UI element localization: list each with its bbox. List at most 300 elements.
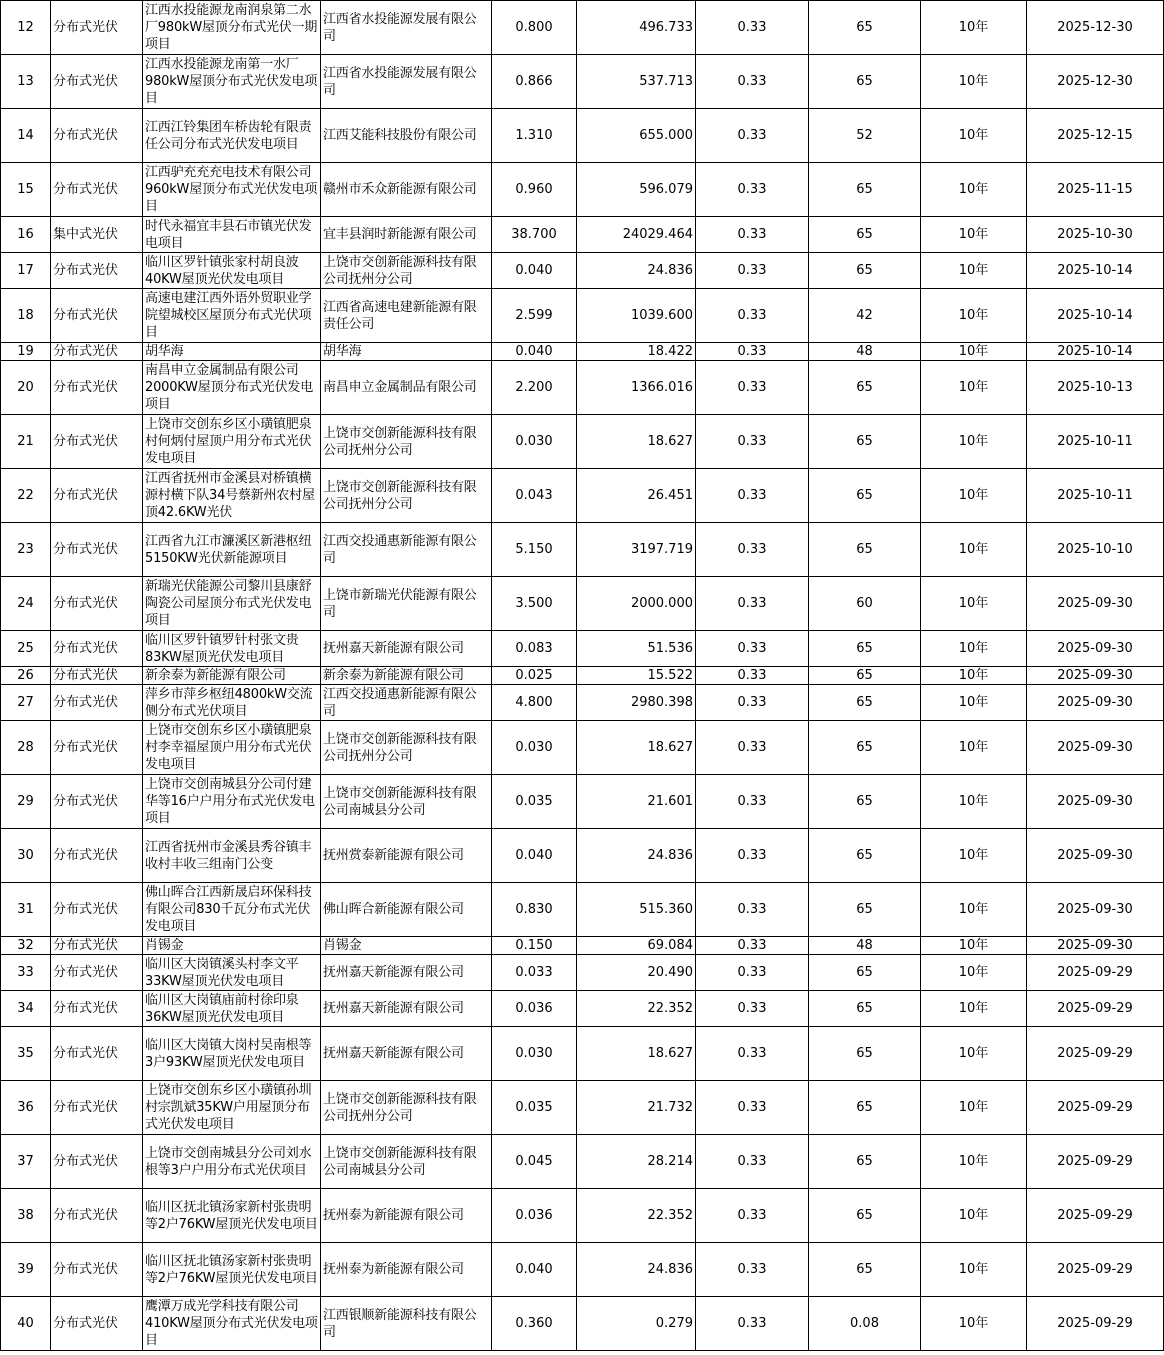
energy-value: 3197.719: [577, 523, 696, 577]
company-name: 抚州嘉天新能源有限公司: [321, 991, 492, 1027]
row-number: 36: [1, 1081, 51, 1135]
price-value: 0.33: [696, 883, 809, 937]
price-value: 0.33: [696, 955, 809, 991]
price-value: 0.33: [696, 469, 809, 523]
company-name: 上饶市交创新能源科技有限公司南城县分公司: [321, 775, 492, 829]
table-row: [1, 937, 1164, 955]
term-value: 10年: [921, 1189, 1027, 1243]
project-type: 分布式光伏: [51, 343, 143, 361]
project-name: 江西水投能源龙南第一水厂980kW屋顶分布式光伏发电项目: [143, 55, 321, 109]
price-value: 0.33: [696, 685, 809, 721]
project-name: 江西驴充充充电技术有限公司960kW屋顶分布式光伏发电项目: [143, 163, 321, 217]
capacity-value: 0.150: [492, 937, 577, 955]
row-number: 40: [1, 1297, 51, 1351]
date-value: 2025-09-29: [1027, 1027, 1164, 1081]
company-name: 江西省高速电建新能源有限责任公司: [321, 289, 492, 343]
hours-value: 48: [809, 343, 921, 361]
price-value: 0.33: [696, 1189, 809, 1243]
energy-value: 51.536: [577, 631, 696, 667]
company-name: 胡华海: [321, 343, 492, 361]
row-number: 24: [1, 577, 51, 631]
project-type: 分布式光伏: [51, 253, 143, 289]
table-body: [1, 1, 1164, 1351]
project-type: 分布式光伏: [51, 163, 143, 217]
date-value: 2025-10-14: [1027, 343, 1164, 361]
table-row: [1, 1027, 1164, 1081]
table-row: [1, 469, 1164, 523]
energy-value: 655.000: [577, 109, 696, 163]
row-number: 17: [1, 253, 51, 289]
date-value: 2025-10-14: [1027, 253, 1164, 289]
project-type: 分布式光伏: [51, 721, 143, 775]
date-value: 2025-09-30: [1027, 883, 1164, 937]
row-number: 33: [1, 955, 51, 991]
energy-value: 1366.016: [577, 361, 696, 415]
project-name: 临川区大岗镇溪头村李文平33KW屋顶光伏发电项目: [143, 955, 321, 991]
table-row: [1, 1243, 1164, 1297]
company-name: 上饶市交创新能源科技有限公司抚州分公司: [321, 721, 492, 775]
energy-value: 2000.000: [577, 577, 696, 631]
term-value: 10年: [921, 775, 1027, 829]
hours-value: 52: [809, 109, 921, 163]
project-type: 分布式光伏: [51, 361, 143, 415]
capacity-value: 38.700: [492, 217, 577, 253]
energy-value: 18.627: [577, 415, 696, 469]
company-name: 抚州泰为新能源有限公司: [321, 1189, 492, 1243]
table-row: [1, 1135, 1164, 1189]
hours-value: 65: [809, 721, 921, 775]
hours-value: 65: [809, 1081, 921, 1135]
term-value: 10年: [921, 361, 1027, 415]
capacity-value: 0.036: [492, 991, 577, 1027]
row-number: 15: [1, 163, 51, 217]
date-value: 2025-12-30: [1027, 1, 1164, 55]
table-row: [1, 829, 1164, 883]
term-value: 10年: [921, 667, 1027, 685]
hours-value: 65: [809, 163, 921, 217]
date-value: 2025-09-29: [1027, 991, 1164, 1027]
energy-value: 21.732: [577, 1081, 696, 1135]
term-value: 10年: [921, 937, 1027, 955]
price-value: 0.33: [696, 163, 809, 217]
company-name: 江西艾能科技股份有限公司: [321, 109, 492, 163]
project-name: 南昌申立金属制品有限公司2000KW屋顶分布式光伏发电项目: [143, 361, 321, 415]
capacity-value: 0.040: [492, 253, 577, 289]
project-type: 分布式光伏: [51, 829, 143, 883]
project-name: 新余泰为新能源有限公司: [143, 667, 321, 685]
table-row: [1, 163, 1164, 217]
project-type: 分布式光伏: [51, 289, 143, 343]
row-number: 29: [1, 775, 51, 829]
project-type: 集中式光伏: [51, 217, 143, 253]
company-name: 抚州嘉天新能源有限公司: [321, 631, 492, 667]
term-value: 10年: [921, 1081, 1027, 1135]
project-name: 上饶市交创东乡区小璜镇孙圳村宗凯斌35KW户用屋顶分布式光伏发电项目: [143, 1081, 321, 1135]
term-value: 10年: [921, 577, 1027, 631]
company-name: 江西交投通惠新能源有限公司: [321, 685, 492, 721]
row-number: 26: [1, 667, 51, 685]
hours-value: 65: [809, 685, 921, 721]
row-number: 22: [1, 469, 51, 523]
company-name: 佛山晖合新能源有限公司: [321, 883, 492, 937]
term-value: 10年: [921, 469, 1027, 523]
price-value: 0.33: [696, 1027, 809, 1081]
project-type: 分布式光伏: [51, 1081, 143, 1135]
capacity-value: 4.800: [492, 685, 577, 721]
row-number: 14: [1, 109, 51, 163]
date-value: 2025-09-29: [1027, 1081, 1164, 1135]
company-name: 抚州泰为新能源有限公司: [321, 1243, 492, 1297]
project-type: 分布式光伏: [51, 1027, 143, 1081]
table-row: [1, 289, 1164, 343]
company-name: 上饶市新瑞光伏能源有限公司: [321, 577, 492, 631]
project-name: 鹰潭万成光学科技有限公司410KW屋顶分布式光伏发电项目: [143, 1297, 321, 1351]
row-number: 37: [1, 1135, 51, 1189]
energy-value: 18.422: [577, 343, 696, 361]
project-name: 上饶市交创南城县分公司付建华等16户户用分布式光伏发电项目: [143, 775, 321, 829]
table-row: [1, 343, 1164, 361]
date-value: 2025-10-11: [1027, 469, 1164, 523]
table-row: [1, 217, 1164, 253]
project-name: 临川区罗针镇张家村胡良波40KW屋顶光伏发电项目: [143, 253, 321, 289]
project-type: 分布式光伏: [51, 1243, 143, 1297]
row-number: 35: [1, 1027, 51, 1081]
project-type: 分布式光伏: [51, 955, 143, 991]
term-value: 10年: [921, 685, 1027, 721]
price-value: 0.33: [696, 1243, 809, 1297]
project-name: 时代永福宜丰县石市镇光伏发电项目: [143, 217, 321, 253]
project-name: 江西省抚州市金溪县秀谷镇丰收村丰收三组南门公变: [143, 829, 321, 883]
energy-value: 28.214: [577, 1135, 696, 1189]
date-value: 2025-09-30: [1027, 721, 1164, 775]
project-name: 江西水投能源龙南润泉第二水厂980kW屋顶分布式光伏一期项目: [143, 1, 321, 55]
capacity-value: 0.866: [492, 55, 577, 109]
hours-value: 65: [809, 667, 921, 685]
price-value: 0.33: [696, 775, 809, 829]
energy-value: 24029.464: [577, 217, 696, 253]
capacity-value: 3.500: [492, 577, 577, 631]
capacity-value: 0.040: [492, 343, 577, 361]
project-name: 高速电建江西外语外贸职业学院望城校区屋顶分布式光伏项目: [143, 289, 321, 343]
row-number: 25: [1, 631, 51, 667]
project-type: 分布式光伏: [51, 469, 143, 523]
project-type: 分布式光伏: [51, 775, 143, 829]
capacity-value: 0.960: [492, 163, 577, 217]
project-type: 分布式光伏: [51, 883, 143, 937]
row-number: 38: [1, 1189, 51, 1243]
capacity-value: 0.030: [492, 415, 577, 469]
energy-value: 22.352: [577, 1189, 696, 1243]
price-value: 0.33: [696, 415, 809, 469]
project-type: 分布式光伏: [51, 667, 143, 685]
capacity-value: 0.360: [492, 1297, 577, 1351]
company-name: 江西银顺新能源科技有限公司: [321, 1297, 492, 1351]
row-number: 39: [1, 1243, 51, 1297]
capacity-value: 0.043: [492, 469, 577, 523]
term-value: 10年: [921, 217, 1027, 253]
hours-value: 65: [809, 829, 921, 883]
project-name: 临川区抚北镇汤家新村张贵明等2户76KW屋顶光伏发电项目: [143, 1189, 321, 1243]
project-name: 胡华海: [143, 343, 321, 361]
energy-value: 496.733: [577, 1, 696, 55]
hours-value: 48: [809, 937, 921, 955]
company-name: 肖锡金: [321, 937, 492, 955]
table-row: [1, 631, 1164, 667]
term-value: 10年: [921, 991, 1027, 1027]
energy-value: 24.836: [577, 829, 696, 883]
hours-value: 65: [809, 415, 921, 469]
hours-value: 65: [809, 955, 921, 991]
row-number: 28: [1, 721, 51, 775]
project-type: 分布式光伏: [51, 1135, 143, 1189]
hours-value: 65: [809, 631, 921, 667]
hours-value: 65: [809, 1, 921, 55]
date-value: 2025-09-29: [1027, 1135, 1164, 1189]
project-name: 萍乡市萍乡枢纽4800kW交流侧分布式光伏项目: [143, 685, 321, 721]
project-name: 上饶市交创南城县分公司刘水根等3户户用分布式光伏项目: [143, 1135, 321, 1189]
price-value: 0.33: [696, 253, 809, 289]
hours-value: 65: [809, 1135, 921, 1189]
term-value: 10年: [921, 883, 1027, 937]
term-value: 10年: [921, 523, 1027, 577]
term-value: 10年: [921, 955, 1027, 991]
price-value: 0.33: [696, 361, 809, 415]
table-row: [1, 991, 1164, 1027]
table-row: [1, 415, 1164, 469]
project-type: 分布式光伏: [51, 991, 143, 1027]
hours-value: 42: [809, 289, 921, 343]
hours-value: 65: [809, 775, 921, 829]
table-row: [1, 523, 1164, 577]
date-value: 2025-09-29: [1027, 955, 1164, 991]
hours-value: 65: [809, 523, 921, 577]
price-value: 0.33: [696, 343, 809, 361]
table-row: [1, 109, 1164, 163]
term-value: 10年: [921, 1297, 1027, 1351]
capacity-value: 0.035: [492, 775, 577, 829]
energy-value: 18.627: [577, 1027, 696, 1081]
term-value: 10年: [921, 829, 1027, 883]
price-value: 0.33: [696, 1, 809, 55]
date-value: 2025-09-29: [1027, 1189, 1164, 1243]
table-row: [1, 361, 1164, 415]
date-value: 2025-09-29: [1027, 1243, 1164, 1297]
project-name: 江西省九江市濂溪区新港枢纽5150KW光伏新能源项目: [143, 523, 321, 577]
price-value: 0.33: [696, 289, 809, 343]
price-value: 0.33: [696, 1297, 809, 1351]
table-row: [1, 685, 1164, 721]
company-name: 上饶市交创新能源科技有限公司抚州分公司: [321, 1081, 492, 1135]
company-name: 江西省水投能源发展有限公司: [321, 1, 492, 55]
company-name: 南昌申立金属制品有限公司: [321, 361, 492, 415]
project-type: 分布式光伏: [51, 415, 143, 469]
row-number: 18: [1, 289, 51, 343]
hours-value: 65: [809, 55, 921, 109]
company-name: 上饶市交创新能源科技有限公司抚州分公司: [321, 253, 492, 289]
company-name: 宜丰县润时新能源有限公司: [321, 217, 492, 253]
hours-value: 60: [809, 577, 921, 631]
date-value: 2025-10-14: [1027, 289, 1164, 343]
term-value: 10年: [921, 631, 1027, 667]
date-value: 2025-09-30: [1027, 631, 1164, 667]
hours-value: 65: [809, 1243, 921, 1297]
project-type: 分布式光伏: [51, 937, 143, 955]
term-value: 10年: [921, 109, 1027, 163]
project-type: 分布式光伏: [51, 55, 143, 109]
capacity-value: 0.030: [492, 721, 577, 775]
price-value: 0.33: [696, 1081, 809, 1135]
hours-value: 65: [809, 1027, 921, 1081]
company-name: 上饶市交创新能源科技有限公司南城县分公司: [321, 1135, 492, 1189]
project-type: 分布式光伏: [51, 523, 143, 577]
capacity-value: 2.200: [492, 361, 577, 415]
energy-value: 15.522: [577, 667, 696, 685]
row-number: 32: [1, 937, 51, 955]
capacity-value: 1.310: [492, 109, 577, 163]
capacity-value: 0.045: [492, 1135, 577, 1189]
row-number: 12: [1, 1, 51, 55]
project-type: 分布式光伏: [51, 1, 143, 55]
price-value: 0.33: [696, 109, 809, 163]
energy-value: 22.352: [577, 991, 696, 1027]
row-number: 30: [1, 829, 51, 883]
table-row: [1, 1297, 1164, 1351]
energy-value: 24.836: [577, 253, 696, 289]
row-number: 20: [1, 361, 51, 415]
energy-value: 0.279: [577, 1297, 696, 1351]
capacity-value: 0.083: [492, 631, 577, 667]
energy-value: 1039.600: [577, 289, 696, 343]
energy-value: 20.490: [577, 955, 696, 991]
row-number: 23: [1, 523, 51, 577]
date-value: 2025-10-11: [1027, 415, 1164, 469]
date-value: 2025-09-30: [1027, 667, 1164, 685]
table-row: [1, 955, 1164, 991]
row-number: 13: [1, 55, 51, 109]
energy-value: 24.836: [577, 1243, 696, 1297]
hours-value: 65: [809, 361, 921, 415]
capacity-value: 0.040: [492, 1243, 577, 1297]
row-number: 16: [1, 217, 51, 253]
energy-value: 21.601: [577, 775, 696, 829]
date-value: 2025-09-30: [1027, 829, 1164, 883]
hours-value: 65: [809, 1189, 921, 1243]
project-type: 分布式光伏: [51, 1297, 143, 1351]
term-value: 10年: [921, 289, 1027, 343]
project-name: 江西省抚州市金溪县对桥镇横源村横下队34号蔡新州农村屋顶42.6KW光伏: [143, 469, 321, 523]
capacity-value: 0.040: [492, 829, 577, 883]
term-value: 10年: [921, 1243, 1027, 1297]
price-value: 0.33: [696, 991, 809, 1027]
company-name: 上饶市交创新能源科技有限公司抚州分公司: [321, 415, 492, 469]
project-type: 分布式光伏: [51, 109, 143, 163]
energy-value: 596.079: [577, 163, 696, 217]
term-value: 10年: [921, 1135, 1027, 1189]
capacity-value: 0.035: [492, 1081, 577, 1135]
project-type: 分布式光伏: [51, 631, 143, 667]
hours-value: 65: [809, 469, 921, 523]
table-row: [1, 775, 1164, 829]
capacity-value: 5.150: [492, 523, 577, 577]
table-row: [1, 1189, 1164, 1243]
capacity-value: 0.033: [492, 955, 577, 991]
hours-value: 65: [809, 991, 921, 1027]
term-value: 10年: [921, 55, 1027, 109]
term-value: 10年: [921, 343, 1027, 361]
company-name: 抚州嘉天新能源有限公司: [321, 955, 492, 991]
date-value: 2025-09-29: [1027, 1297, 1164, 1351]
price-value: 0.33: [696, 577, 809, 631]
date-value: 2025-10-30: [1027, 217, 1164, 253]
company-name: 抚州嘉天新能源有限公司: [321, 1027, 492, 1081]
energy-value: 515.360: [577, 883, 696, 937]
row-number: 27: [1, 685, 51, 721]
price-value: 0.33: [696, 667, 809, 685]
company-name: 上饶市交创新能源科技有限公司抚州分公司: [321, 469, 492, 523]
term-value: 10年: [921, 721, 1027, 775]
hours-value: 65: [809, 883, 921, 937]
price-value: 0.33: [696, 721, 809, 775]
company-name: 新余泰为新能源有限公司: [321, 667, 492, 685]
company-name: 江西省水投能源发展有限公司: [321, 55, 492, 109]
term-value: 10年: [921, 163, 1027, 217]
price-value: 0.33: [696, 829, 809, 883]
project-name: 肖锡金: [143, 937, 321, 955]
hours-value: 0.08: [809, 1297, 921, 1351]
project-name: 临川区抚北镇汤家新村张贵明等2户76KW屋顶光伏发电项目: [143, 1243, 321, 1297]
term-value: 10年: [921, 415, 1027, 469]
price-value: 0.33: [696, 1135, 809, 1189]
project-name: 佛山晖合江西新晟启环保科技有限公司830千瓦分布式光伏发电项目: [143, 883, 321, 937]
hours-value: 65: [809, 253, 921, 289]
price-value: 0.33: [696, 55, 809, 109]
hours-value: 65: [809, 217, 921, 253]
date-value: 2025-09-30: [1027, 577, 1164, 631]
price-value: 0.33: [696, 631, 809, 667]
date-value: 2025-10-13: [1027, 361, 1164, 415]
project-name: 上饶市交创东乡区小璜镇肥泉村何炳付屋顶户用分布式光伏发电项目: [143, 415, 321, 469]
row-number: 31: [1, 883, 51, 937]
capacity-value: 2.599: [492, 289, 577, 343]
row-number: 34: [1, 991, 51, 1027]
energy-value: 2980.398: [577, 685, 696, 721]
date-value: 2025-12-30: [1027, 55, 1164, 109]
table-row: [1, 55, 1164, 109]
energy-value: 26.451: [577, 469, 696, 523]
date-value: 2025-11-15: [1027, 163, 1164, 217]
table-row: [1, 1081, 1164, 1135]
date-value: 2025-09-30: [1027, 685, 1164, 721]
project-name: 临川区大岗镇大岗村吴南根等3户93KW屋顶光伏发电项目: [143, 1027, 321, 1081]
row-number: 19: [1, 343, 51, 361]
price-value: 0.33: [696, 937, 809, 955]
row-number: 21: [1, 415, 51, 469]
project-name: 上饶市交创东乡区小璜镇肥泉村李幸福屋顶户用分布式光伏发电项目: [143, 721, 321, 775]
date-value: 2025-10-10: [1027, 523, 1164, 577]
company-name: 抚州赏泰新能源有限公司: [321, 829, 492, 883]
capacity-value: 0.025: [492, 667, 577, 685]
energy-value: 537.713: [577, 55, 696, 109]
project-type: 分布式光伏: [51, 1189, 143, 1243]
project-type: 分布式光伏: [51, 685, 143, 721]
date-value: 2025-09-30: [1027, 937, 1164, 955]
project-type: 分布式光伏: [51, 577, 143, 631]
date-value: 2025-09-30: [1027, 775, 1164, 829]
capacity-value: 0.830: [492, 883, 577, 937]
table-row: [1, 577, 1164, 631]
project-name: 临川区罗针镇罗针村张文贵83KW屋顶光伏发电项目: [143, 631, 321, 667]
term-value: 10年: [921, 1027, 1027, 1081]
